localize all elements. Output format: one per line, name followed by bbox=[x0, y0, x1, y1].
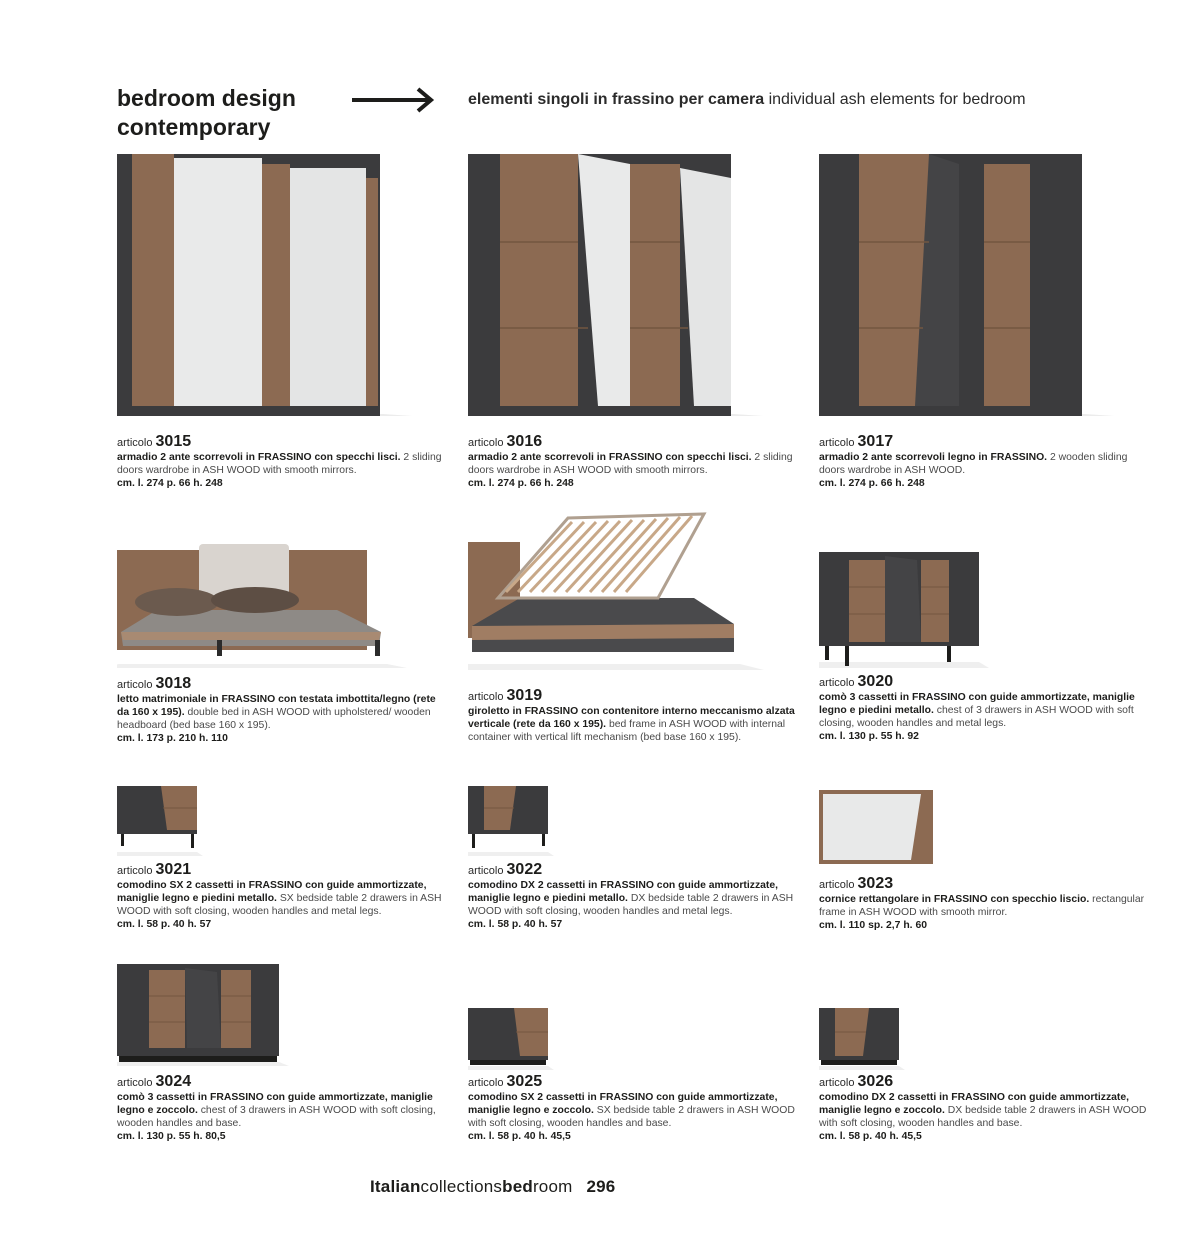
product-code: 3019 bbox=[506, 687, 543, 704]
product-code: 3026 bbox=[857, 1073, 894, 1090]
subtitle-italian: elementi singoli in frassino per camera bbox=[468, 91, 765, 108]
wardrobe-slanted-mirror-icon bbox=[468, 150, 798, 430]
product-caption: articolo 3024 comò 3 cassetti in FRASSINO con guide ammortizzate, maniglie legno e zoccolo. chest of 3 drawers in ASH WOOD with soft closing, wooden handles and base. cm. l. 130 p. 55 h. 80,5 bbox=[117, 1073, 436, 1142]
product-code: 3024 bbox=[155, 1073, 192, 1090]
product-card-3018 bbox=[117, 536, 447, 760]
product-card-3025 bbox=[468, 1006, 798, 1160]
product-caption: articolo 3017 armadio 2 ante scorrevoli legno in FRASSINO. 2 wooden sliding doors wardrobe in ASH WOOD. cm. l. 274 p. 66 h. 248 bbox=[819, 433, 1128, 489]
wardrobe-wood-icon bbox=[819, 150, 1149, 430]
product-code: 3015 bbox=[155, 433, 192, 450]
product-caption: articolo 3018 letto matrimoniale in FRASSINO con testata imbottita/legno (rete da 160 x 195). double bed in ASH WOOD with upholstered/ wooden headboard (bed base 160 x 195). cm. l. 173 p. 210 h. 110 bbox=[117, 675, 436, 744]
nightstand-base-left-icon bbox=[468, 1006, 798, 1072]
nightstand-left-icon bbox=[117, 782, 447, 862]
chest-legs-icon bbox=[819, 550, 1149, 674]
product-caption: articolo 3019 giroletto in FRASSINO con contenitore interno meccanismo alzata verticale (rete da 160 x 195). bed frame in ASH WOOD with internal container with vertical lift mechanism (bed base 160 x 195). bbox=[468, 687, 795, 743]
page-subtitle bbox=[468, 90, 1026, 110]
wardrobe-mirror-icon bbox=[117, 150, 447, 430]
product-card-3020 bbox=[819, 550, 1149, 760]
product-card-3021 bbox=[117, 782, 447, 946]
product-caption: articolo 3016 armadio 2 ante scorrevoli in FRASSINO con specchi lisci. 2 sliding doors wardrobe in ASH WOOD with smooth mirrors. cm. l. 274 p. 66 h. 248 bbox=[468, 433, 793, 489]
product-code: 3018 bbox=[155, 675, 192, 692]
nightstand-right-icon bbox=[468, 782, 798, 862]
mirror-frame-icon bbox=[819, 790, 1149, 880]
page-number: 296 bbox=[586, 1177, 616, 1196]
product-card-3015 bbox=[117, 150, 447, 510]
product-card-3019 bbox=[468, 512, 798, 760]
chest-base-icon bbox=[117, 964, 447, 1076]
product-caption: articolo 3023 cornice rettangolare in FRASSINO con specchio liscio. rectangular frame in ASH WOOD with smooth mirror. cm. l. 110 sp. 2,7 h. 60 bbox=[819, 875, 1145, 931]
product-caption: articolo 3025 comodino SX 2 cassetti in FRASSINO con guide ammortizzate, maniglie legno e zoccolo. SX bedside table 2 drawers in ASH WOOD with soft closing, wooden handles and base. cm. l. 58 p. 40 h. 45,5 bbox=[468, 1073, 795, 1142]
product-caption: articolo 3026 comodino DX 2 cassetti in FRASSINO con guide ammortizzate, maniglie legno e zoccolo. DX bedside table 2 drawers in ASH WOOD with soft closing, wooden handles and base. cm. l. 58 p. 40 h. 45,5 bbox=[819, 1073, 1147, 1142]
product-caption: articolo 3015 armadio 2 ante scorrevoli in FRASSINO con specchi lisci. 2 sliding doors wardrobe in ASH WOOD with smooth mirrors. cm. l. 274 p. 66 h. 248 bbox=[117, 433, 442, 489]
nightstand-base-right-icon bbox=[819, 1006, 1149, 1072]
page-title bbox=[117, 84, 296, 142]
page-footer: Italiancollectionsbedroom 296 bbox=[370, 1177, 616, 1196]
product-code: 3023 bbox=[857, 875, 894, 892]
product-code: 3020 bbox=[857, 673, 894, 690]
product-code: 3022 bbox=[506, 861, 543, 878]
product-card-3017 bbox=[819, 150, 1149, 510]
product-card-3023 bbox=[819, 790, 1149, 946]
product-card-3026 bbox=[819, 1006, 1149, 1160]
product-caption: articolo 3022 comodino DX 2 cassetti in FRASSINO con guide ammortizzate, maniglie legno e piedini metallo. DX bedside table 2 drawers in ASH WOOD with soft closing, wooden handles and metal legs. cm. l. 58 p. 40 h. 57 bbox=[468, 861, 794, 930]
product-card-3016 bbox=[468, 150, 798, 510]
title-line-2: contemporary bbox=[117, 114, 271, 140]
product-card-3022 bbox=[468, 782, 798, 946]
product-code: 3021 bbox=[155, 861, 192, 878]
product-code: 3016 bbox=[506, 433, 543, 450]
storage-bed-icon bbox=[468, 512, 798, 687]
title-line-1: bedroom design bbox=[117, 85, 296, 111]
product-code: 3017 bbox=[857, 433, 894, 450]
product-card-3024 bbox=[117, 964, 447, 1160]
product-code: 3025 bbox=[506, 1073, 543, 1090]
product-caption: articolo 3020 comò 3 cassetti in FRASSINO con guide ammortizzate, maniglie legno e piedini metallo. chest of 3 drawers in ASH WOOD with soft closing, wooden handles and metal legs. cm. l. 130 p. 55 h. 92 bbox=[819, 673, 1135, 742]
double-bed-icon bbox=[117, 536, 447, 676]
arrow-right-icon bbox=[350, 86, 436, 114]
subtitle-english: individual ash elements for bedroom bbox=[768, 91, 1026, 108]
product-caption: articolo 3021 comodino SX 2 cassetti in FRASSINO con guide ammortizzate, maniglie legno e piedini metallo. SX bedside table 2 drawers in ASH WOOD with soft closing, wooden handles and metal legs. cm. l. 58 p. 40 h. 57 bbox=[117, 861, 442, 930]
